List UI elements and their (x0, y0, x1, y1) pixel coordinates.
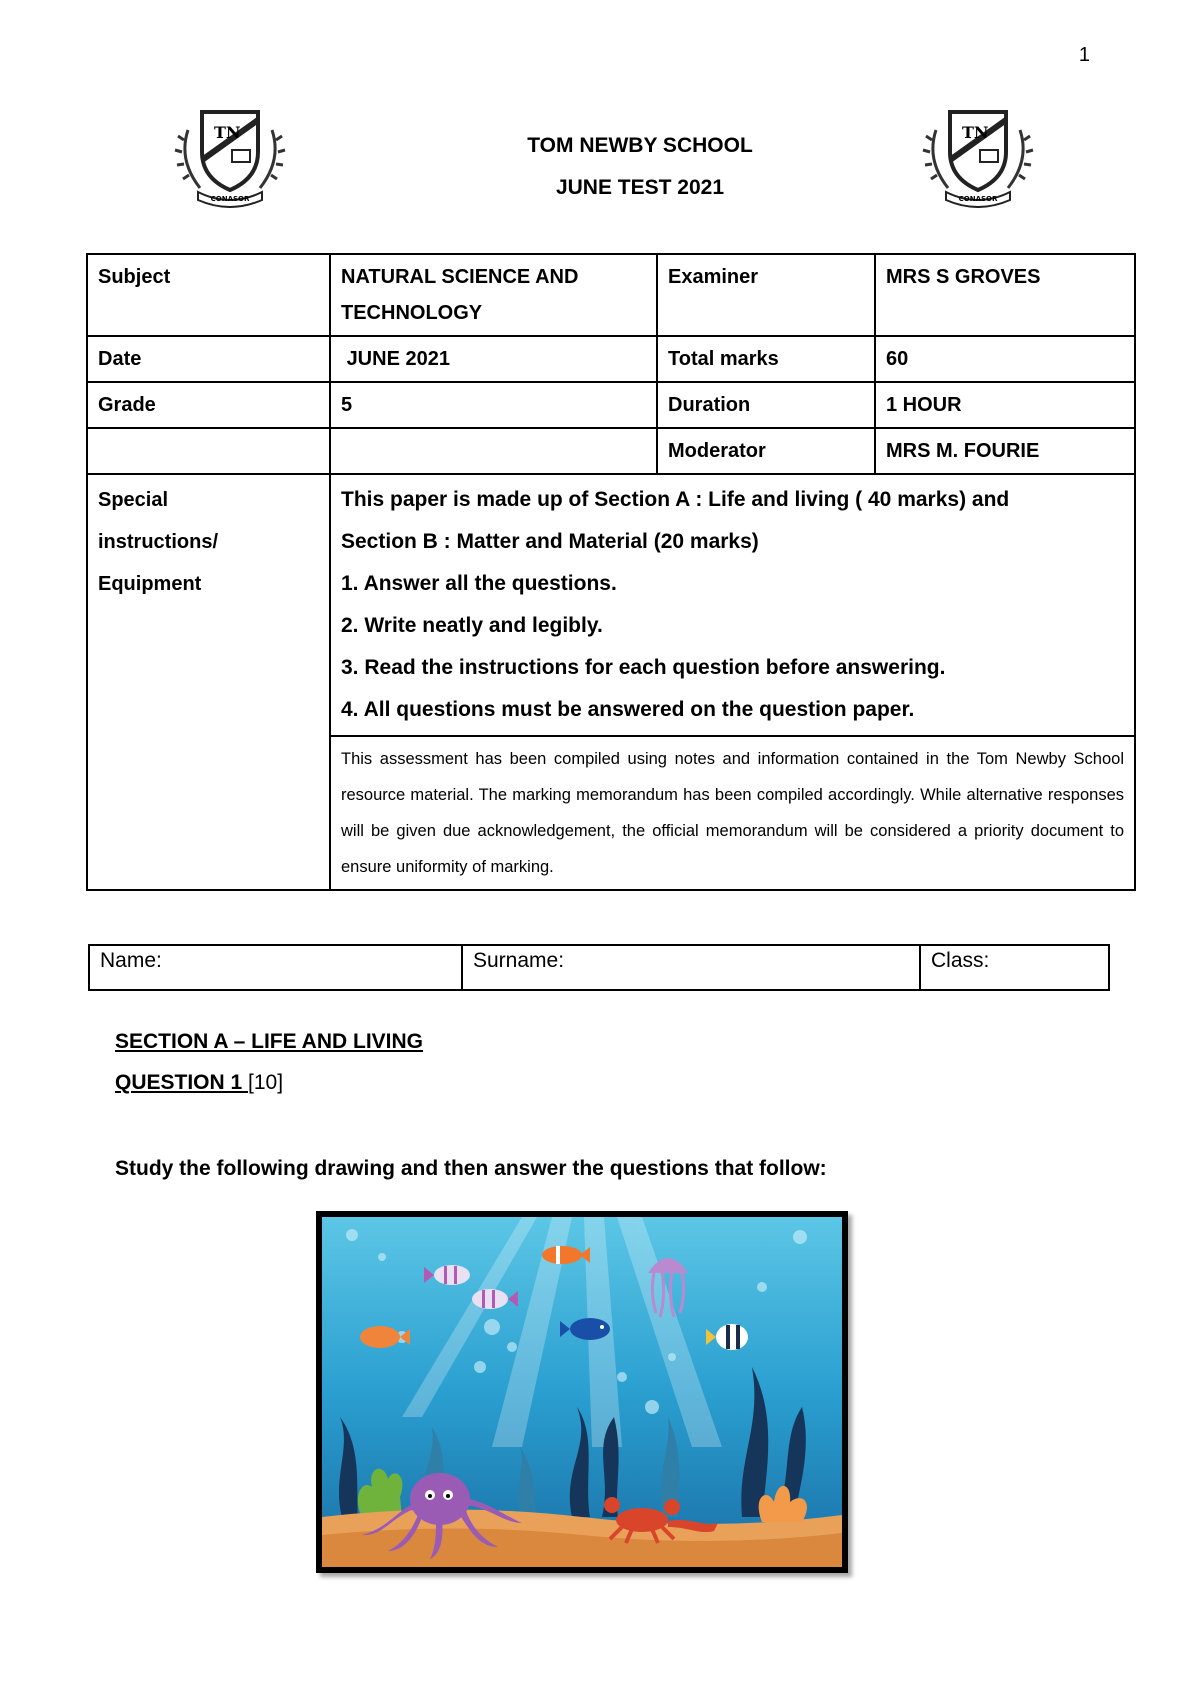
school-name: TOM NEWBY SCHOOL (527, 134, 753, 157)
empty-cell (330, 428, 657, 474)
page-number: 1 (1078, 44, 1090, 66)
underwater-scene (322, 1217, 842, 1567)
instruction-line: This paper is made up of Section A : Life and living ( 40 marks) and (341, 488, 1010, 511)
exam-info-table (86, 253, 1136, 891)
svg-text:TN: TN (962, 123, 989, 142)
grade-value: 5 (330, 382, 657, 428)
table-row (87, 254, 1135, 336)
moderator-label: Moderator (657, 428, 875, 474)
date-label: Date (87, 336, 330, 382)
special-label-line: Equipment (98, 573, 202, 595)
subject-value: NATURAL SCIENCE AND TECHNOLOGY (330, 254, 657, 336)
page-header (0, 125, 1200, 209)
question-marks: [10] (248, 1071, 284, 1094)
special-instructions-label (87, 474, 330, 890)
section-title: SECTION A – LIFE AND LIVING (115, 1030, 424, 1053)
table-row (87, 382, 1135, 428)
table-row (87, 336, 1135, 382)
crest-motto-right: CONASOR (958, 195, 998, 203)
question-instruction: Study the following drawing and then answer the questions that follow: (115, 1157, 827, 1180)
special-instructions (330, 474, 1135, 736)
instruction-line: 4. All questions must be answered on the question paper. (341, 698, 915, 721)
examiner-value: MRS S GROVES (875, 254, 1135, 336)
special-label-line: Special (98, 489, 169, 511)
question-title (115, 1071, 283, 1095)
question-label: QUESTION 1 (115, 1071, 249, 1094)
class-field[interactable]: Class: (920, 945, 1109, 990)
instruction-line: 3. Read the instructions for each question before answering. (341, 656, 946, 679)
total-marks-value: 60 (875, 336, 1135, 382)
instruction-line: 2. Write neatly and legibly. (341, 614, 603, 637)
date-value (330, 336, 657, 382)
duration-label: Duration (657, 382, 875, 428)
moderator-value: MRS M. FOURIE (875, 428, 1135, 474)
name-field[interactable]: Name: (89, 945, 462, 990)
instruction-line: 1. Answer all the questions. (341, 572, 617, 595)
surname-field[interactable]: Surname: (462, 945, 920, 990)
table-row (87, 474, 1135, 736)
special-label-line: instructions/ (98, 531, 219, 553)
underwater-drawing (316, 1211, 848, 1573)
instruction-line: Section B : Matter and Material (20 marks) (341, 530, 759, 553)
student-details-table (88, 944, 1110, 991)
date-value-text: JUNE 2021 (346, 348, 450, 370)
table-row (89, 945, 1109, 990)
grade-label: Grade (87, 382, 330, 428)
crest-motto: CONASOR (210, 195, 250, 203)
test-name: JUNE TEST 2021 (555, 176, 725, 199)
assessment-note: This assessment has been compiled using notes and information contained in the Tom Newby School resource material. The marking memorandum has been compiled accordingly. While alternative responses will be given due acknowledgement, the official memorandum will be considered a priority document to ensure uniformity of marking. (330, 736, 1135, 890)
duration-value: 1 HOUR (875, 382, 1135, 428)
table-row (87, 428, 1135, 474)
svg-text:TN: TN (214, 123, 241, 142)
total-marks-label: Total marks (657, 336, 875, 382)
examiner-label: Examiner (657, 254, 875, 336)
subject-label: Subject (87, 254, 330, 336)
empty-cell (87, 428, 330, 474)
